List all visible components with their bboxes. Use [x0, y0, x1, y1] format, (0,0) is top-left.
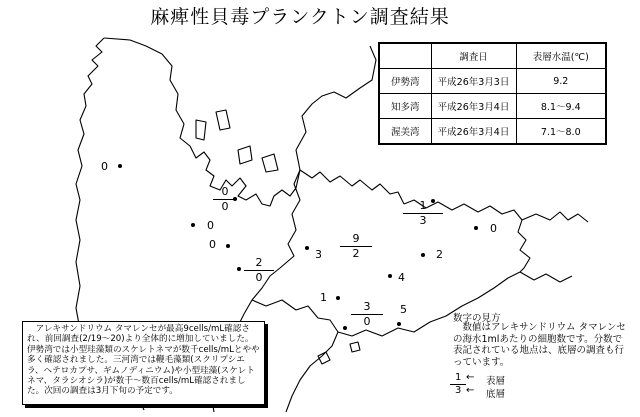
table-row — [379, 69, 606, 94]
surface-temp: 8.1～9.4 — [516, 94, 606, 119]
station-value: 0 — [209, 238, 216, 251]
pier-1 — [196, 120, 206, 140]
legend-bottom-label: 底層 — [486, 389, 506, 400]
left-arrow-icon: ← — [466, 385, 475, 396]
table-header-cell: 表層水温(℃) — [516, 43, 606, 69]
station-value: 0 — [490, 222, 497, 235]
survey-date: 平成26年3月4日 — [431, 119, 516, 145]
station-dot — [336, 296, 340, 300]
pier-2 — [216, 110, 230, 130]
station-fraction — [403, 200, 443, 227]
station-dot — [305, 246, 309, 250]
surface-value: 9 — [352, 232, 360, 245]
surface-value: 1 — [419, 199, 427, 212]
bottom-value: 0 — [363, 315, 371, 328]
bay-name: 伊勢湾 — [379, 69, 431, 94]
mikawa-east-coast — [522, 212, 588, 222]
surface-value: 3 — [363, 300, 371, 313]
legend-top-number: 1 — [455, 372, 462, 383]
island-2 — [350, 342, 360, 352]
table-header-cell — [379, 43, 431, 69]
bottom-value: 0 — [255, 271, 263, 284]
table-header-row — [379, 43, 606, 69]
table-row — [379, 119, 606, 145]
station-value: 0 — [207, 219, 214, 232]
station-value: 5 — [400, 303, 407, 316]
survey-date: 平成26年3月3日 — [431, 69, 516, 94]
station-dot — [421, 253, 425, 257]
bay-name: 知多湾 — [379, 94, 431, 119]
legend-title: 数字の見方 — [453, 313, 501, 324]
survey-table — [378, 42, 607, 145]
surface-temp: 9.2 — [516, 69, 606, 94]
legend-bottom-number: 3 — [455, 385, 462, 396]
surface-temp: 7.1～8.0 — [516, 119, 606, 145]
station-value: 0 — [101, 160, 108, 173]
station-fraction — [340, 233, 372, 260]
table-row — [379, 94, 606, 119]
bay-name: 渥美湾 — [379, 119, 431, 145]
station-dot — [343, 326, 347, 330]
legend-text: 数値はアレキサンドリウム タマレンセの海水1mlあたりの細胞数です。分数で表記されている地点は、底層の調査も行っています。 — [453, 322, 626, 368]
station-dot — [233, 197, 237, 201]
pier-3 — [238, 146, 252, 164]
surface-value: 0 — [221, 185, 229, 198]
survey-date: 平成26年3月4日 — [431, 94, 516, 119]
mikawa-east-port — [520, 272, 572, 282]
station-dot — [237, 267, 241, 271]
station-dot — [191, 223, 195, 227]
notice-box: アレキサンドリウム タマレンセが最高9cells/mL確認され、前回調査(2/19～20)より全体的に増加していました。伊勢湾では小型珪藻類のスケレトネマが数千cells/mLとやや多く確認されました。三河湾では鞭毛藻類(スクリプシエラ、ヘテロカプサ、ギムノディニウム)や小型珪藻(スケレトネマ、タラシオシラ)が数千～数百cells/mL確認されました。次回の調査は3月下旬の予定です。 — [22, 321, 265, 405]
station-dot — [226, 244, 230, 248]
left-arrow-icon: ← — [466, 372, 475, 383]
station-dot — [388, 274, 392, 278]
bottom-value: 3 — [419, 214, 427, 227]
pier-4 — [262, 154, 278, 172]
station-dot — [474, 226, 478, 230]
station-dot — [118, 164, 122, 168]
nagoya-port-coast — [104, 38, 376, 206]
legend-surface-label: 表層 — [486, 376, 506, 387]
table-header-cell: 調査日 — [431, 43, 516, 69]
station-value: 2 — [436, 248, 443, 261]
station-value: 3 — [315, 248, 322, 261]
chita-east-coast — [300, 170, 404, 204]
station-dot — [397, 322, 401, 326]
page-title: 麻痺性貝毒プランクトン調査結果 — [150, 6, 450, 28]
station-fraction — [244, 257, 274, 284]
bottom-value: 2 — [352, 247, 360, 260]
station-value: 1 — [320, 291, 327, 304]
surface-value: 2 — [255, 256, 263, 269]
station-fraction — [351, 301, 383, 328]
bottom-value: 0 — [221, 200, 229, 213]
station-value: 4 — [398, 271, 405, 284]
